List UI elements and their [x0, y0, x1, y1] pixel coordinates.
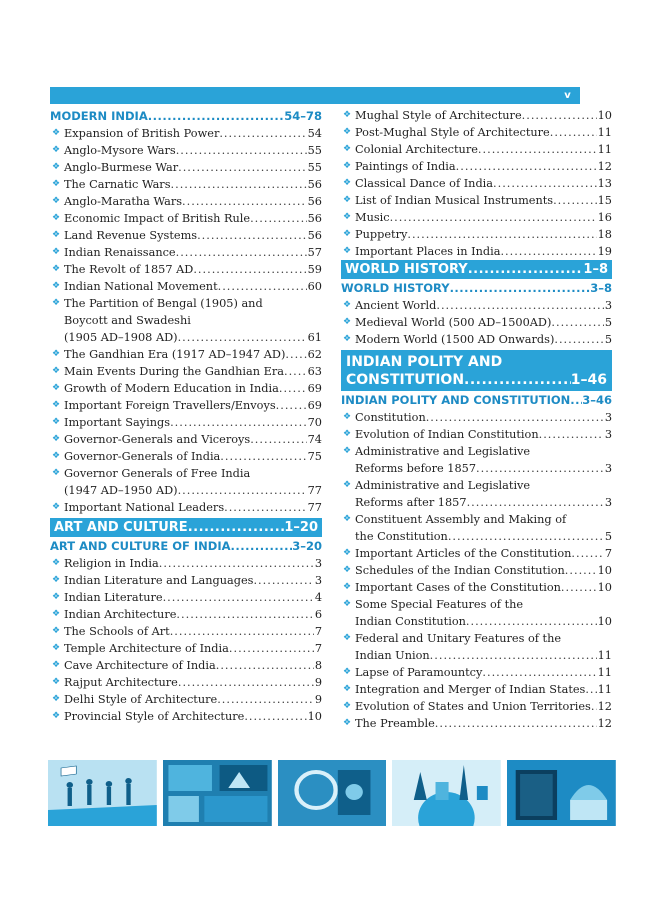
- artifacts-image: [278, 760, 387, 826]
- section-heading-world-history: WORLD HISTORY ..... 3–8: [341, 279, 612, 297]
- toc-entry[interactable]: ❖ Mughal Style of Architecture ..... 10: [341, 107, 612, 124]
- toc-entry[interactable]: ❖ Land Revenue Systems ..... 56: [50, 227, 322, 244]
- toc-right-column: [341, 107, 612, 732]
- section-heading-modern-india: MODERN INDIA ..... 54–78: [50, 107, 322, 125]
- diamond-bullet-icon: ❖: [52, 179, 61, 189]
- diamond-bullet-icon: ❖: [52, 196, 61, 206]
- diamond-bullet-icon: ❖: [343, 565, 352, 575]
- toc-entry[interactable]: ❖ Evolution of States and Union Territories ..... 12: [341, 698, 612, 715]
- toc-entry[interactable]: ❖ Expansion of British Power ..... 54: [50, 125, 322, 142]
- part-band-art-culture: ART AND CULTURE ..... 1–20: [50, 518, 322, 537]
- diamond-bullet-icon: ❖: [343, 212, 352, 222]
- world-landmarks-image: [392, 760, 501, 826]
- toc-entry[interactable]: ❖ Medieval World (500 AD–1500AD) ..... 5: [341, 314, 612, 331]
- toc-entry-special-features[interactable]: ❖ Some Special Features of the Indian Constitution ..... 10: [341, 596, 612, 630]
- diamond-bullet-icon: ❖: [343, 667, 352, 677]
- diamond-bullet-icon: ❖: [343, 701, 352, 711]
- diamond-bullet-icon: ❖: [343, 548, 352, 558]
- part-band-world-history: WORLD HISTORY ..... 1–8: [341, 260, 612, 279]
- toc-entry-partition[interactable]: ❖ The Partition of Bengal (1905) and Boycott and Swadeshi (1905 AD–1908 AD) ..... 61: [50, 295, 322, 346]
- diamond-bullet-icon: ❖: [343, 633, 352, 643]
- diamond-bullet-icon: ❖: [343, 317, 352, 327]
- diamond-bullet-icon: ❖: [52, 592, 61, 602]
- toc-entry[interactable]: ❖ The Gandhian Era (1917 AD–1947 AD) ..... 62: [50, 346, 322, 363]
- toc-entry[interactable]: ❖ Indian Literature ..... 4: [50, 589, 322, 606]
- toc-left-column: [50, 107, 322, 725]
- toc-entry[interactable]: ❖ Integration and Merger of Indian States ..... 11: [341, 681, 612, 698]
- diamond-bullet-icon: ❖: [52, 502, 61, 512]
- diamond-bullet-icon: ❖: [343, 334, 352, 344]
- diamond-bullet-icon: ❖: [343, 718, 352, 728]
- diamond-bullet-icon: ❖: [52, 366, 61, 376]
- toc-entry[interactable]: ❖ Temple Architecture of India ..... 7: [50, 640, 322, 657]
- section-heading-polity: INDIAN POLITY AND CONSTITUTION ..... 3–46: [341, 391, 612, 409]
- diamond-bullet-icon: ❖: [52, 264, 61, 274]
- page-number: v: [555, 87, 580, 104]
- diamond-bullet-icon: ❖: [52, 298, 61, 308]
- diamond-bullet-icon: ❖: [52, 400, 61, 410]
- toc-entry[interactable]: ❖ Important Foreign Travellers/Envoys ..... 69: [50, 397, 322, 414]
- toc-entry[interactable]: ❖ Lapse of Paramountcy ..... 11: [341, 664, 612, 681]
- toc-entry-admin-after-1857[interactable]: ❖ Administrative and Legislative Reforms after 1857 ..... 3: [341, 477, 612, 511]
- diamond-bullet-icon: ❖: [343, 599, 352, 609]
- diamond-bullet-icon: ❖: [52, 558, 61, 568]
- diamond-bullet-icon: ❖: [52, 417, 61, 427]
- toc-entry[interactable]: ❖ Anglo-Mysore Wars ..... 55: [50, 142, 322, 159]
- diamond-bullet-icon: ❖: [52, 694, 61, 704]
- toc-entry[interactable]: ❖ Schedules of the Indian Constitution ..... 10: [341, 562, 612, 579]
- toc-entry[interactable]: ❖ Puppetry ..... 18: [341, 226, 612, 243]
- diamond-bullet-icon: ❖: [52, 128, 61, 138]
- diamond-bullet-icon: ❖: [52, 349, 61, 359]
- toc-entry[interactable]: ❖ List of Indian Musical Instruments ..... 15: [341, 192, 612, 209]
- diamond-bullet-icon: ❖: [343, 412, 352, 422]
- diamond-bullet-icon: ❖: [343, 246, 352, 256]
- part-band-polity: INDIAN POLITY AND CONSTITUTION ..... 1–46: [341, 350, 612, 391]
- toc-entry[interactable]: ❖ Rajput Architecture ..... 9: [50, 674, 322, 691]
- toc-entry[interactable]: ❖ Indian National Movement ..... 60: [50, 278, 322, 295]
- freedom-march-image: [48, 760, 157, 826]
- toc-entry[interactable]: ❖ Post-Mughal Style of Architecture ..... 11: [341, 124, 612, 141]
- toc-entry[interactable]: ❖ Indian Literature and Languages ..... 3: [50, 572, 322, 589]
- toc-entry[interactable]: ❖ Important Articles of the Constitution ..... 7: [341, 545, 612, 562]
- diamond-bullet-icon: ❖: [343, 446, 352, 456]
- toc-entry[interactable]: ❖ Classical Dance of India ..... 13: [341, 175, 612, 192]
- toc-entry-constituent-assembly[interactable]: ❖ Constituent Assembly and Making of the Constitution ..... 5: [341, 511, 612, 545]
- diamond-bullet-icon: ❖: [343, 429, 352, 439]
- toc-entry-free-india[interactable]: ❖ Governor Generals of Free India (1947 AD–1950 AD) ..... 77: [50, 465, 322, 499]
- diamond-bullet-icon: ❖: [52, 383, 61, 393]
- diamond-bullet-icon: ❖: [343, 127, 352, 137]
- diamond-bullet-icon: ❖: [52, 230, 61, 240]
- diamond-bullet-icon: ❖: [52, 609, 61, 619]
- diamond-bullet-icon: ❖: [343, 582, 352, 592]
- toc-entry[interactable]: ❖ The Revolt of 1857 AD ..... 59: [50, 261, 322, 278]
- diamond-bullet-icon: ❖: [52, 451, 61, 461]
- toc-entry[interactable]: ❖ Governor-Generals and Viceroys ..... 74: [50, 431, 322, 448]
- toc-entry[interactable]: ❖ Important Cases of the Constitution ..... 10: [341, 579, 612, 596]
- toc-entry[interactable]: ❖ The Carnatic Wars ..... 56: [50, 176, 322, 193]
- toc-entry[interactable]: ❖ Ancient World ..... 3: [341, 297, 612, 314]
- toc-entry[interactable]: ❖ Governor-Generals of India ..... 75: [50, 448, 322, 465]
- toc-entry[interactable]: ❖ Cave Architecture of India ..... 8: [50, 657, 322, 674]
- toc-entry[interactable]: ❖ The Schools of Art ..... 7: [50, 623, 322, 640]
- toc-entry[interactable]: ❖ Delhi Style of Architecture ..... 9: [50, 691, 322, 708]
- diamond-bullet-icon: ❖: [343, 195, 352, 205]
- diamond-bullet-icon: ❖: [343, 300, 352, 310]
- section-heading-art-culture: ART AND CULTURE OF INDIA ..... 3–20: [50, 537, 322, 555]
- diamond-bullet-icon: ❖: [52, 145, 61, 155]
- diamond-bullet-icon: ❖: [343, 144, 352, 154]
- toc-entry[interactable]: ❖ Important National Leaders ..... 77: [50, 499, 322, 516]
- constitution-parliament-image: [507, 760, 616, 826]
- toc-entry[interactable]: ❖ Growth of Modern Education in India ..... 69: [50, 380, 322, 397]
- diamond-bullet-icon: ❖: [343, 684, 352, 694]
- toc-entry[interactable]: ❖ Paintings of India ..... 12: [341, 158, 612, 175]
- diamond-bullet-icon: ❖: [343, 178, 352, 188]
- toc-entry[interactable]: ❖ Provincial Style of Architecture ..... 10: [50, 708, 322, 725]
- toc-entry[interactable]: ❖ Indian Renaissance ..... 57: [50, 244, 322, 261]
- diamond-bullet-icon: ❖: [52, 626, 61, 636]
- toc-entry[interactable]: ❖ Evolution of Indian Constitution ..... 3: [341, 426, 612, 443]
- toc-entry-admin-before-1857[interactable]: ❖ Administrative and Legislative Reforms before 1857 ..... 3: [341, 443, 612, 477]
- toc-entry[interactable]: ❖ Music ..... 16: [341, 209, 612, 226]
- toc-entry[interactable]: ❖ Economic Impact of British Rule ..... 56: [50, 210, 322, 227]
- toc-entry[interactable]: ❖ The Preamble ..... 12: [341, 715, 612, 732]
- toc-entry[interactable]: ❖ Indian Architecture ..... 6: [50, 606, 322, 623]
- diamond-bullet-icon: ❖: [343, 480, 352, 490]
- toc-entry[interactable]: ❖ Constitution ..... 3: [341, 409, 612, 426]
- toc-entry[interactable]: ❖ Colonial Architecture ..... 11: [341, 141, 612, 158]
- toc-entry-federal-unitary[interactable]: ❖ Federal and Unitary Features of the Indian Union ..... 11: [341, 630, 612, 664]
- diamond-bullet-icon: ❖: [52, 468, 61, 478]
- toc-entry[interactable]: ❖ Anglo-Burmese War ..... 55: [50, 159, 322, 176]
- diamond-bullet-icon: ❖: [52, 677, 61, 687]
- architecture-collage-image: [163, 760, 272, 826]
- toc-entry[interactable]: ❖ Important Places in India ..... 19: [341, 243, 612, 260]
- toc-entry[interactable]: ❖ Important Sayings ..... 70: [50, 414, 322, 431]
- diamond-bullet-icon: ❖: [52, 575, 61, 585]
- diamond-bullet-icon: ❖: [52, 162, 61, 172]
- toc-entry[interactable]: ❖ Main Events During the Gandhian Era ..... 63: [50, 363, 322, 380]
- diamond-bullet-icon: ❖: [343, 514, 352, 524]
- diamond-bullet-icon: ❖: [52, 711, 61, 721]
- toc-entry[interactable]: ❖ Anglo-Maratha Wars ..... 56: [50, 193, 322, 210]
- diamond-bullet-icon: ❖: [52, 434, 61, 444]
- decorative-image-strip: [48, 760, 616, 826]
- toc-entry[interactable]: ❖ Religion in India ..... 3: [50, 555, 322, 572]
- diamond-bullet-icon: ❖: [343, 110, 352, 120]
- diamond-bullet-icon: ❖: [52, 660, 61, 670]
- diamond-bullet-icon: ❖: [343, 161, 352, 171]
- diamond-bullet-icon: ❖: [343, 229, 352, 239]
- diamond-bullet-icon: ❖: [52, 643, 61, 653]
- diamond-bullet-icon: ❖: [52, 213, 61, 223]
- diamond-bullet-icon: ❖: [52, 247, 61, 257]
- toc-entry[interactable]: ❖ Modern World (1500 AD Onwards) ..... 5: [341, 331, 612, 348]
- diamond-bullet-icon: ❖: [52, 281, 61, 291]
- header-bar: [50, 87, 555, 104]
